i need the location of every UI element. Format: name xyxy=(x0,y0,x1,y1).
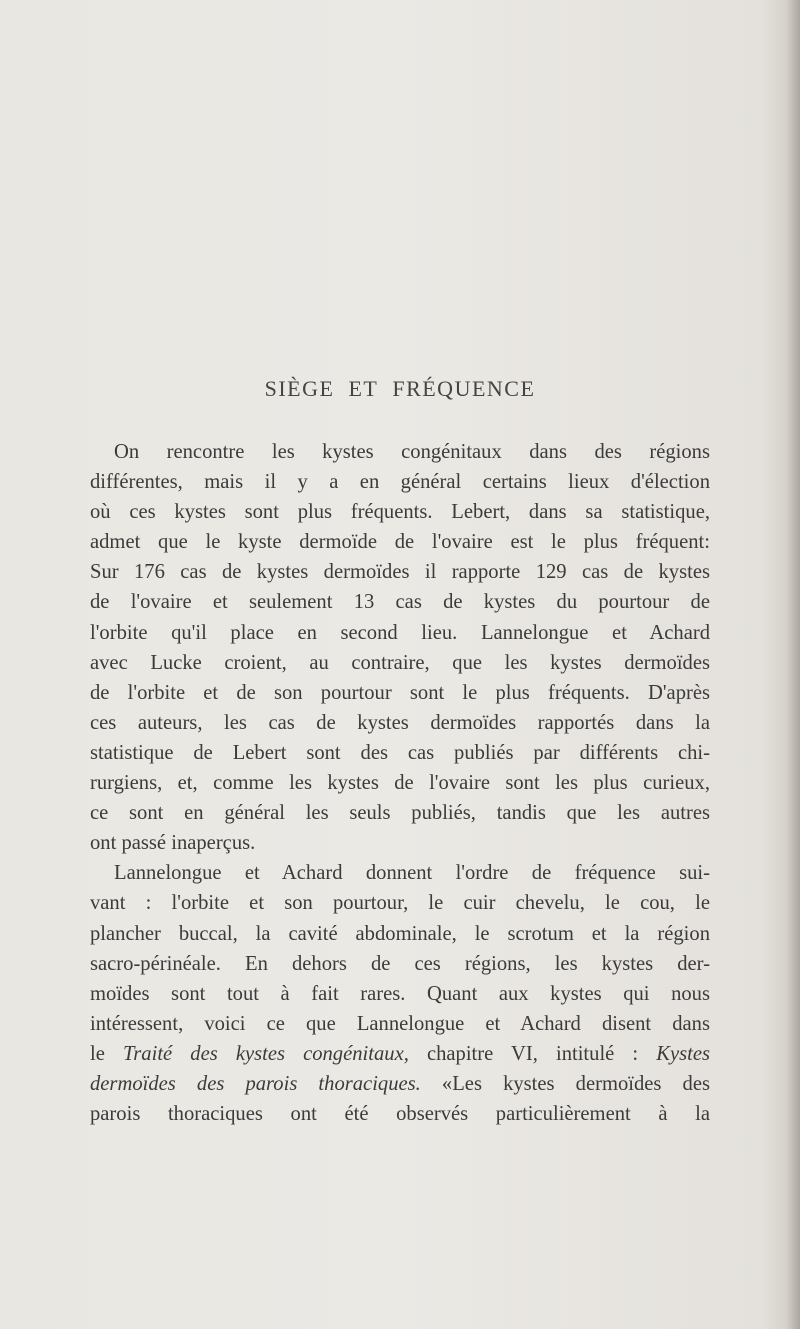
text-line: où ces kystes sont plus fréquents. Lebert, dans sa statistique, xyxy=(90,501,710,524)
book-title: Traité des kystes congénitaux, xyxy=(122,1042,409,1065)
text-line: vant : l'orbite et son pourtour, le cuir chevelu, le cou, le xyxy=(90,892,710,915)
text-line: ce sont en général les seuls publiés, tandis que les autres xyxy=(90,802,710,825)
text-line: admet que le kyste dermoïde de l'ovaire est le plus fréquent: xyxy=(90,531,710,554)
text-line: rurgiens, et, comme les kystes de l'ovaire sont les plus curieux, xyxy=(90,772,710,795)
text-line: moïdes sont tout à fait rares. Quant aux kystes qui nous xyxy=(90,982,710,1005)
text-line: intéressent, voici ce que Lannelongue et Achard disent dans xyxy=(90,1012,710,1035)
text-line: de l'ovaire et seulement 13 cas de kystes du pourtour de xyxy=(90,591,710,614)
text-run: chapitre VI, intitulé : xyxy=(408,1042,657,1065)
heading-word-3: FRÉQUENCE xyxy=(392,376,536,401)
text-line xyxy=(90,1069,710,1099)
text-line: plancher buccal, la cavité abdominale, le scrotum et la région xyxy=(90,922,710,945)
page-edge-shadow xyxy=(786,0,800,1329)
text-line: l'orbite qu'il place en second lieu. Lannelongue et Achard xyxy=(90,621,710,644)
text-line: On rencontre les kystes congénitaux dans des régions xyxy=(114,441,710,463)
text-line: ces auteurs, les cas de kystes dermoïdes rapportés dans la xyxy=(90,711,710,734)
text-line xyxy=(90,1039,710,1069)
chapter-title-end: dermoïdes des parois thoraciques. xyxy=(90,1072,421,1095)
section-heading xyxy=(0,376,800,402)
text-line: Sur 176 cas de kystes dermoïdes il rapporte 129 cas de kystes xyxy=(90,561,710,584)
text-line: ont passé inaperçus. xyxy=(90,832,256,855)
heading-word-2: ET xyxy=(348,376,379,401)
text-line: de l'orbite et de son pourtour sont le plus fréquents. D'après xyxy=(90,681,710,704)
text-line: Lannelongue et Achard donnent l'ordre de fréquence sui- xyxy=(114,862,710,885)
text-run: «Les kystes dermoïdes des xyxy=(420,1072,710,1095)
chapter-title-start: Kystes xyxy=(656,1042,710,1065)
heading-word-1: SIÈGE xyxy=(264,376,335,401)
text-line: parois thoraciques ont été observés particulièrement à la xyxy=(90,1103,710,1126)
text-line: avec Lucke croient, au contraire, que les kystes dermoïdes xyxy=(90,651,710,674)
text-line: statistique de Lebert sont des cas publiés par différents chi- xyxy=(90,741,710,764)
text-run: le xyxy=(90,1042,123,1065)
show-through-text xyxy=(190,125,750,235)
text-line: différentes, mais il y a en général certains lieux d'élection xyxy=(90,471,710,494)
body-text xyxy=(90,437,710,1129)
text-line: sacro-périnéale. En dehors de ces régions, les kystes der- xyxy=(90,952,710,975)
